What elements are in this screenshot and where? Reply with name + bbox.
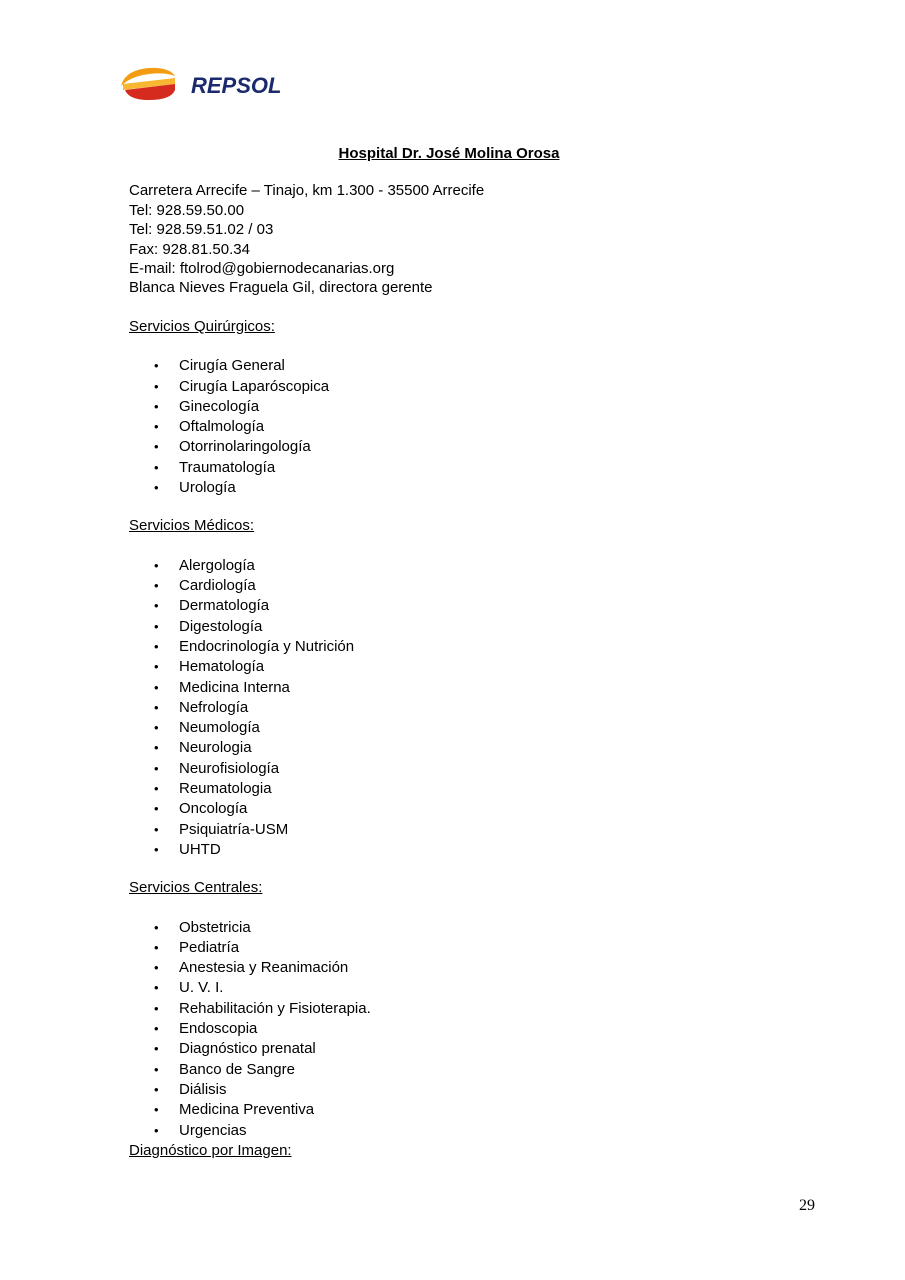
service-name: Rehabilitación y Fisioterapia. bbox=[179, 999, 371, 1017]
service-list-item bbox=[129, 1060, 809, 1080]
section-heading bbox=[129, 878, 809, 897]
section-heading bbox=[129, 317, 809, 336]
service-name: Urología bbox=[179, 479, 236, 497]
service-list-item bbox=[129, 678, 809, 698]
section-heading-text: Servicios Médicos: bbox=[129, 517, 255, 535]
service-list-item bbox=[129, 356, 809, 376]
service-list-item bbox=[129, 637, 809, 657]
director-line: Blanca Nieves Fraguela Gil, directora gerente bbox=[129, 279, 433, 297]
section-heading-suffix: : bbox=[270, 317, 275, 335]
service-list-item bbox=[129, 478, 809, 498]
service-name: Cardiología bbox=[179, 577, 256, 595]
service-name: Cirugía Laparóscopica bbox=[179, 377, 330, 395]
service-list-item bbox=[129, 556, 809, 576]
service-name: Traumatología bbox=[179, 458, 276, 476]
service-name: Hematología bbox=[179, 658, 265, 676]
service-name: Dermatología bbox=[179, 597, 270, 615]
phone-line-1: Tel: 928.59.50.00 bbox=[129, 201, 245, 219]
service-name: Medicina Interna bbox=[179, 678, 290, 696]
service-list bbox=[129, 556, 809, 860]
address-line: Carretera Arrecife – Tinajo, km 1.300 - 35500 Arrecife bbox=[129, 182, 485, 200]
service-list-item bbox=[129, 458, 809, 478]
bullet-icon: • bbox=[154, 781, 159, 796]
page-number: 29 bbox=[799, 1197, 815, 1214]
logo-text: REPSOL bbox=[191, 73, 282, 98]
section-heading bbox=[129, 516, 809, 535]
service-name: Anestesia y Reanimación bbox=[179, 959, 349, 977]
service-list-item bbox=[129, 576, 809, 596]
section-heading-diagnostico-imagen: Diagnóstico por Imagen: bbox=[129, 1141, 292, 1159]
bullet-icon: • bbox=[154, 740, 159, 756]
contact-block bbox=[129, 181, 809, 297]
fax-line: Fax: 928.81.50.34 bbox=[129, 240, 250, 258]
bullet-icon: • bbox=[154, 638, 159, 654]
service-name: Ginecología bbox=[179, 397, 260, 415]
service-name: Diagnóstico prenatal bbox=[179, 1040, 316, 1058]
service-list-item bbox=[129, 1039, 809, 1059]
service-name: UHTD bbox=[179, 840, 221, 858]
service-name: U. V. I. bbox=[179, 979, 224, 997]
service-list-item bbox=[129, 799, 809, 819]
service-name: Reumatologia bbox=[179, 780, 272, 797]
bullet-icon: • bbox=[154, 1021, 159, 1037]
bullet-icon: • bbox=[154, 598, 159, 614]
bullet-icon: • bbox=[154, 1000, 159, 1016]
bullet-icon: • bbox=[154, 939, 159, 955]
bullet-icon: • bbox=[154, 578, 159, 594]
service-list-item bbox=[129, 698, 809, 718]
service-list-item bbox=[129, 759, 809, 779]
bullet-icon: • bbox=[154, 480, 159, 496]
service-name: Psiquiatría-USM bbox=[179, 820, 289, 838]
service-list-item bbox=[129, 417, 809, 437]
bullet-icon: • bbox=[154, 419, 159, 435]
bullet-icon: • bbox=[154, 459, 159, 475]
service-name: Cirugía General bbox=[179, 357, 285, 375]
service-name: Digestología bbox=[179, 617, 263, 635]
email-line: E-mail: ftolrod@gobiernodecanarias.org bbox=[129, 260, 395, 278]
bullet-icon: • bbox=[154, 398, 159, 414]
service-name: Neurofisiología bbox=[179, 759, 280, 777]
section-heading-text: Servicios Quirúrgicos bbox=[129, 317, 271, 335]
service-list-item bbox=[129, 999, 809, 1019]
bullet-icon: • bbox=[154, 378, 159, 394]
service-name: Medicina Preventiva bbox=[179, 1101, 315, 1119]
service-list-item bbox=[129, 1100, 809, 1120]
service-name: Neurologia bbox=[179, 739, 252, 757]
services-sections bbox=[129, 317, 809, 1141]
bullet-icon: • bbox=[154, 841, 159, 857]
service-name: Alergología bbox=[179, 556, 255, 574]
service-list-item bbox=[129, 779, 809, 799]
bullet-icon: • bbox=[154, 1081, 159, 1097]
repsol-logo bbox=[119, 64, 309, 104]
bullet-icon: • bbox=[154, 557, 159, 573]
service-name: Otorrinolaringología bbox=[179, 438, 311, 456]
bullet-icon: • bbox=[154, 801, 159, 817]
service-list-item bbox=[129, 958, 809, 978]
bullet-icon: • bbox=[154, 699, 159, 715]
service-name: Nefrología bbox=[179, 698, 249, 716]
service-name: Diálisis bbox=[179, 1080, 227, 1098]
bullet-icon: • bbox=[154, 1122, 159, 1138]
service-list bbox=[129, 356, 809, 498]
bullet-icon: • bbox=[154, 960, 159, 976]
service-list bbox=[129, 918, 809, 1141]
service-list-item bbox=[129, 377, 809, 397]
service-name: Urgencias bbox=[179, 1121, 247, 1139]
bullet-icon: • bbox=[154, 720, 159, 736]
bullet-icon: • bbox=[154, 1061, 159, 1077]
service-name: Oftalmología bbox=[179, 418, 265, 436]
service-list-item bbox=[129, 397, 809, 417]
service-name: Pediatría bbox=[179, 938, 240, 956]
service-list-item bbox=[129, 1019, 809, 1039]
service-list-item bbox=[129, 820, 809, 840]
service-list-item bbox=[129, 437, 809, 457]
service-name: Neumología bbox=[179, 719, 260, 737]
service-list-item bbox=[129, 840, 809, 860]
service-list-item bbox=[129, 718, 809, 738]
service-name: Banco de Sangre bbox=[179, 1060, 295, 1078]
bullet-icon: • bbox=[154, 679, 159, 695]
service-name: Endocrinología y Nutrición bbox=[179, 637, 355, 655]
service-list-item bbox=[129, 1121, 809, 1141]
service-list-item bbox=[129, 657, 809, 677]
bullet-icon: • bbox=[154, 439, 159, 455]
bullet-icon: • bbox=[154, 358, 159, 374]
service-list-item bbox=[129, 617, 809, 637]
bullet-icon: • bbox=[154, 919, 159, 935]
bullet-icon: • bbox=[154, 760, 159, 776]
service-list-item bbox=[129, 1080, 809, 1100]
service-list-item bbox=[129, 978, 809, 998]
service-name: Oncología bbox=[179, 800, 248, 818]
bullet-icon: • bbox=[154, 659, 159, 675]
service-list-item bbox=[129, 738, 809, 758]
service-name: Endoscopia bbox=[179, 1020, 258, 1038]
service-list-item bbox=[129, 918, 809, 938]
service-name: Obstetricia bbox=[179, 918, 251, 936]
section-heading-text: Servicios Centrales: bbox=[129, 879, 263, 897]
bullet-icon: • bbox=[154, 618, 159, 634]
bullet-icon: • bbox=[154, 821, 159, 837]
phone-line-2: Tel: 928.59.51.02 / 03 bbox=[129, 221, 274, 239]
bullet-icon: • bbox=[154, 1102, 159, 1118]
bullet-icon: • bbox=[154, 1041, 159, 1057]
service-list-item bbox=[129, 596, 809, 616]
service-list-item bbox=[129, 938, 809, 958]
page-title: Hospital Dr. José Molina Orosa bbox=[338, 145, 560, 162]
bullet-icon: • bbox=[154, 980, 159, 996]
document-body bbox=[129, 144, 809, 1160]
